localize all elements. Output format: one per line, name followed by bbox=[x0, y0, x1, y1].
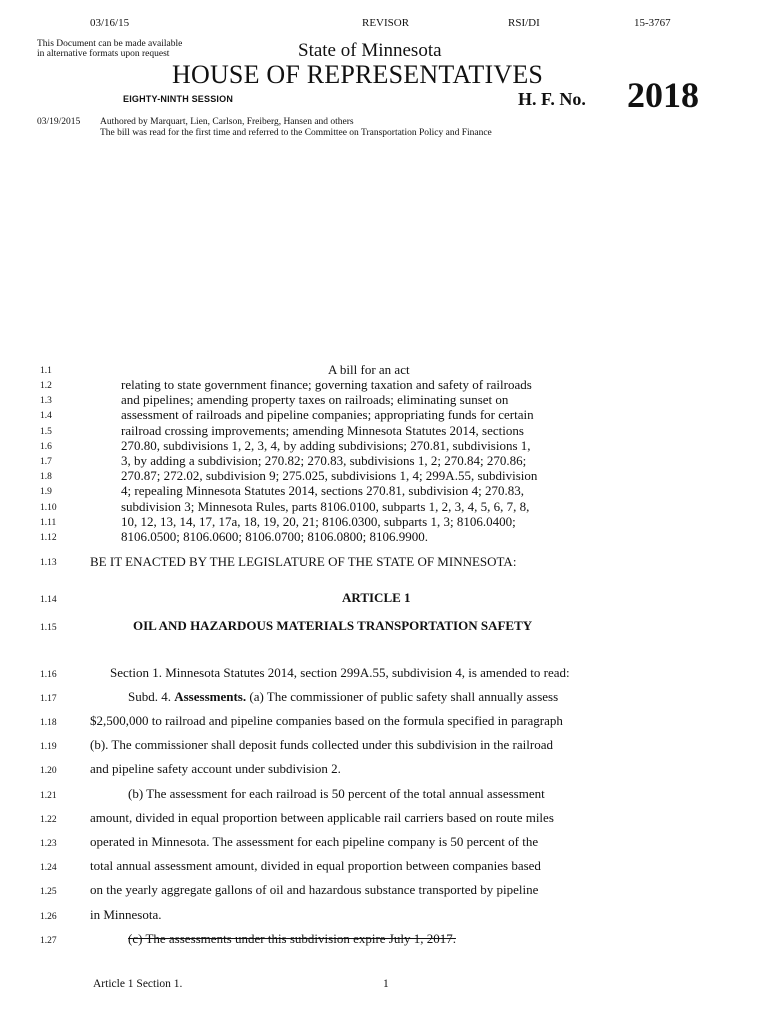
body-line: amount, divided in equal proportion between applicable rail carriers based on route miles bbox=[90, 809, 554, 825]
accessibility-notice-line1: This Document can be made available bbox=[37, 39, 183, 49]
body-line: operated in Minnesota. The assessment for each pipeline company is 50 percent of the bbox=[90, 834, 539, 849]
line-number: 1.15 bbox=[40, 623, 57, 633]
summary-line: 3, by adding a subdivision; 270.82; 270.83, subdivisions 1, 2; 270.84; 270.86; bbox=[121, 453, 527, 468]
summary-line: railroad crossing improvements; amending Minnesota Statutes 2014, sections bbox=[121, 422, 524, 438]
footer-label: Article 1 Section 1. bbox=[93, 978, 183, 990]
line-number: 1.27 bbox=[40, 935, 57, 946]
line-number: 1.12 bbox=[40, 533, 57, 543]
hf-label: H. F. No. bbox=[518, 89, 586, 109]
summary-line: relating to state government finance; governing taxation and safety of railroads bbox=[121, 377, 532, 392]
line-number: 1.16 bbox=[40, 670, 57, 680]
body-line: in Minnesota. bbox=[90, 906, 162, 922]
line-number: 1.2 bbox=[40, 381, 52, 391]
line-number: 1.20 bbox=[40, 766, 57, 777]
body-line: (b) The assessment for each railroad is 50 percent of the total annual assessment bbox=[128, 785, 545, 801]
body-line: total annual assessment amount, divided in equal proportion between companies based bbox=[90, 858, 541, 874]
subdivision-line bbox=[128, 689, 558, 705]
line-number: 1.18 bbox=[40, 718, 57, 728]
header-initials: RSI/DI bbox=[508, 17, 540, 29]
line-number: 1.25 bbox=[40, 887, 57, 898]
section-heading: Section 1. Minnesota Statutes 2014, section 299A.55, subdivision 4, is amended to read: bbox=[110, 665, 570, 680]
header-doc-id: 15-3767 bbox=[634, 17, 671, 29]
line-number: 1.19 bbox=[40, 742, 57, 753]
article-title: OIL AND HAZARDOUS MATERIALS TRANSPORTATION SAFETY bbox=[133, 618, 533, 633]
body-line: (b). The commissioner shall deposit funds collected under this subdivision in the railroad bbox=[90, 737, 553, 753]
body-line: on the yearly aggregate gallons of oil and hazardous substance transported by pipeline bbox=[90, 882, 539, 898]
summary-line: 4; repealing Minnesota Statutes 2014, sections 270.81, subdivision 4; 270.83, bbox=[121, 483, 524, 499]
line-number: 1.26 bbox=[40, 911, 57, 922]
header-revisor: REVISOR bbox=[362, 17, 410, 29]
summary-line: and pipelines; amending property taxes on railroads; eliminating sunset on bbox=[121, 392, 509, 408]
line-number: 1.9 bbox=[40, 487, 52, 498]
line-number: 1.10 bbox=[40, 502, 57, 513]
article-heading: ARTICLE 1 bbox=[342, 590, 411, 605]
summary-line: assessment of railroads and pipeline companies; appropriating funds for certain bbox=[121, 407, 534, 423]
subd-heading: Assessments. bbox=[174, 689, 247, 704]
line-number: 1.4 bbox=[40, 411, 52, 422]
body-line: $2,500,000 to railroad and pipeline companies based on the formula specified in paragraph bbox=[90, 713, 563, 728]
line-number: 1.23 bbox=[40, 839, 57, 849]
line-number: 1.22 bbox=[40, 814, 57, 825]
line-number: 1.13 bbox=[40, 558, 57, 568]
subd-prefix: Subd. 4. bbox=[128, 689, 171, 704]
bill-number: 2018 bbox=[627, 75, 699, 115]
line-number: 1.3 bbox=[40, 396, 52, 407]
authors: Authored by Marquart, Lien, Carlson, Freiberg, Hansen and others bbox=[100, 117, 354, 127]
body-line: and pipeline safety account under subdivision 2. bbox=[90, 761, 341, 777]
summary-line: 8106.0500; 8106.0600; 8106.0700; 8106.0800; 8106.9900. bbox=[121, 529, 428, 544]
line-number: 1.1 bbox=[40, 366, 52, 376]
line-number: 1.24 bbox=[40, 863, 57, 874]
authored-date: 03/19/2015 bbox=[37, 117, 81, 127]
header-date: 03/16/15 bbox=[90, 17, 130, 29]
line-number: 1.11 bbox=[40, 517, 57, 528]
line-number: 1.7 bbox=[40, 457, 52, 467]
line-number: 1.14 bbox=[40, 595, 57, 605]
referral: The bill was read for the first time and referred to the Committee on Transportation Policy and Finance bbox=[100, 128, 492, 138]
summary-line: 270.87; 272.02, subdivision 9; 275.025, subdivisions 1, 4; 299A.55, subdivision bbox=[121, 468, 538, 484]
stricken-line: (c) The assessments under this subdivision expire July 1, 2017. bbox=[128, 930, 456, 946]
state-title: State of Minnesota bbox=[298, 40, 442, 61]
subd-text: (a) The commissioner of public safety shall annually assess bbox=[249, 689, 559, 704]
house-title: HOUSE OF REPRESENTATIVES bbox=[172, 60, 544, 89]
accessibility-notice-line2: in alternative formats upon request bbox=[37, 49, 170, 59]
summary-line: 10, 12, 13, 14, 17, 17a, 18, 19, 20, 21; 8106.0300, subparts 1, 3; 8106.0400; bbox=[121, 513, 516, 529]
line-number: 1.8 bbox=[40, 472, 52, 483]
line-number: 1.6 bbox=[40, 441, 52, 452]
line-number: 1.5 bbox=[40, 426, 52, 437]
session-label: EIGHTY-NINTH SESSION bbox=[123, 94, 234, 104]
line-number: 1.21 bbox=[40, 790, 57, 801]
line-number: 1.17 bbox=[40, 694, 57, 704]
summary-line: 270.80, subdivisions 1, 2, 3, 4, by adding subdivisions; 270.81, subdivisions 1, bbox=[121, 437, 531, 453]
bill-title: A bill for an act bbox=[328, 362, 410, 377]
summary-line: subdivision 3; Minnesota Rules, parts 8106.0100, subparts 1, 2, 3, 4, 5, 6, 7, 8, bbox=[121, 498, 530, 514]
page-number: 1 bbox=[383, 978, 389, 990]
enacting-clause: BE IT ENACTED BY THE LEGISLATURE OF THE STATE OF MINNESOTA: bbox=[90, 554, 517, 569]
